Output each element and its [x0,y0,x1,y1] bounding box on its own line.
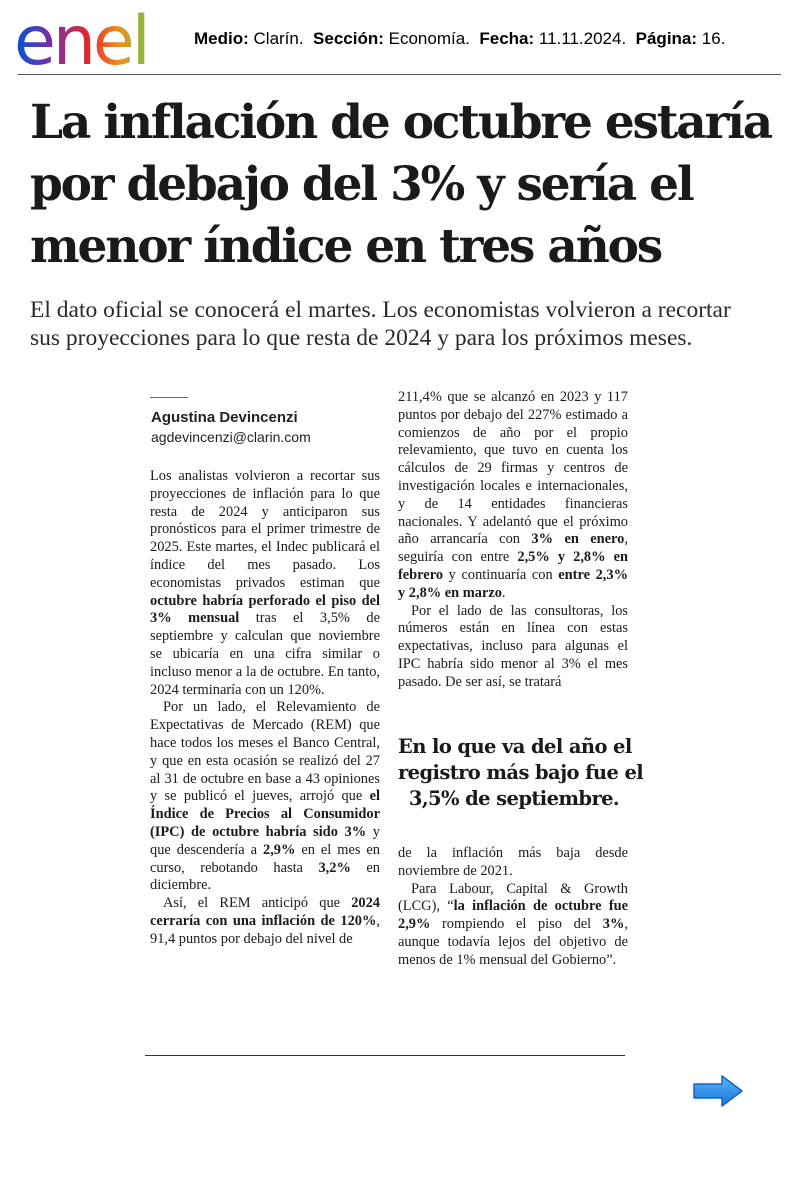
article-paragraph [150,895,380,948]
arrow-right-icon[interactable] [692,1074,744,1108]
paragraph-emphasis: 3,2% [318,859,351,876]
subtitle-line: El dato oficial se conocerá el martes. Los economistas volvieron a recortar [30,297,731,323]
medio-label: Medio: [194,29,249,48]
article-headline [30,92,780,278]
paragraph-emphasis: 2,5% y 2,8% en febrero [398,549,628,583]
paragraph-emphasis: 3% [602,916,625,933]
paragraph-text: Así, el REM anticipó que [163,895,352,912]
paragraph-text: Por un lado, el Relevamiento de Expectativas de Mercado (REM) que hace todos los meses el Banco Central, y que en esta ocasión se realizó del 27 al 31 de octubre en base a 43 opiniones y se publicó el jueves, arrojó que [150,699,380,805]
article-paragraph [150,699,380,895]
paragraph-emphasis: la inflación de octubre fue 2,9% [398,898,629,933]
headline-line: menor índice en tres años [30,219,661,274]
article-column-right-bottom [398,845,628,970]
pull-quote [398,734,644,812]
paragraph-emphasis: entre 2,3% y 2,8% en marzo [398,566,628,601]
article-paragraph [398,845,628,881]
seccion-label: Sección: [313,29,384,48]
paragraph-emphasis: el Índice de Precios al Consumidor (IPC) de octubre habría sido 3% [150,788,380,840]
paragraph-text: 211,4% que se alcanzó en 2023 y 117 puntos por debajo del 227% estimado a comienzos de año por el propio relevamiento, que tuvo en cuenta los cálculos de 29 firmas y centros de investigación locales e internacionales, y de 14 entidades financieras nacionales. Y adelantó que el próximo año arrancaría con [398,389,628,548]
seccion-value: Economía. [388,29,470,48]
article-paragraph [398,389,628,603]
paragraph-text: y continuaría con [443,566,559,583]
article-subtitle [30,296,780,352]
header-divider [18,74,781,75]
paragraph-emphasis: octubre habría perforado el piso del 3% mensual [150,592,380,627]
article-column-left [150,468,380,949]
paragraph-text: y que descendería a [150,823,380,858]
byline-divider [150,397,188,398]
fecha-value: 11.11.2024. [538,29,627,48]
paragraph-text: Para Labour, Capital & Growth (LCG), “ [398,880,628,915]
paragraph-text: Por el lado de las consultoras, los números están en línea con estas expectativas, incluso para algunas el IPC habría sido menor al 3% el mes pasado. De ser así, se tratará [398,602,628,690]
paragraph-text: en diciembre. [150,859,380,894]
paragraph-text: , seguiría con entre [398,531,628,566]
paragraph-emphasis: 2024 cerraría con una inflación de 120% [150,895,380,929]
pull-quote-line: En lo que va del año el [398,735,632,758]
pull-quote-line: 3,5% de septiembre. [408,787,620,810]
enel-logo [14,8,178,72]
paragraph-text: Los analistas volvieron a recortar sus proyecciones de inflación para lo que resta de 2024 y anticiparon sus pronósticos para el primer trimestre de 2025. Este martes, el Indec publicará el índice del mes pasado. Los economistas privados estiman que [150,468,380,591]
paragraph-emphasis: 2,9% [263,841,296,858]
article-paragraph [150,468,380,699]
paragraph-text: , 91,4 puntos por debajo del nivel de [150,912,380,947]
medio-value: Clarín. [253,29,304,48]
fecha-label: Fecha: [479,29,535,48]
paragraph-text: , aunque todavía lejos del objetivo de menos de 1% mensual del Gobierno”. [398,916,628,968]
paragraph-text: en el mes en curso, rebotando hasta [150,841,381,876]
paragraph-text: rompiendo el piso del [430,916,603,933]
media-source-line [194,29,725,49]
paragraph-text: de la inflación más baja desde noviembre de 2021. [398,845,628,879]
paragraph-text: . [501,584,506,601]
pagina-value: 16. [701,29,726,48]
article-column-right-top [398,389,628,692]
paragraph-text: tras el 3,5% de septiembre y calculan que noviembre se ubicaría en una cifra similar o incluso menor a la de octubre. En tanto, 2024 terminaría con un 120%. [150,610,380,698]
headline-line: por debajo del 3% y sería el [30,157,693,212]
author-name: Agustina Devincenzi [151,409,298,426]
article-end-divider [145,1055,625,1056]
article-paragraph [398,603,628,692]
pull-quote-line: registro más bajo fue el [398,761,644,784]
svg-text:enel: enel [14,8,148,72]
article-paragraph [398,881,628,970]
subtitle-line: sus proyecciones para lo que resta de 2024 y para los próximos meses. [30,325,693,351]
paragraph-emphasis: 3% en enero [531,531,625,548]
pagina-label: Página: [635,29,698,48]
headline-line: La inflación de octubre estaría [30,95,772,150]
author-email: agdevincenzi@clarin.com [151,429,311,445]
